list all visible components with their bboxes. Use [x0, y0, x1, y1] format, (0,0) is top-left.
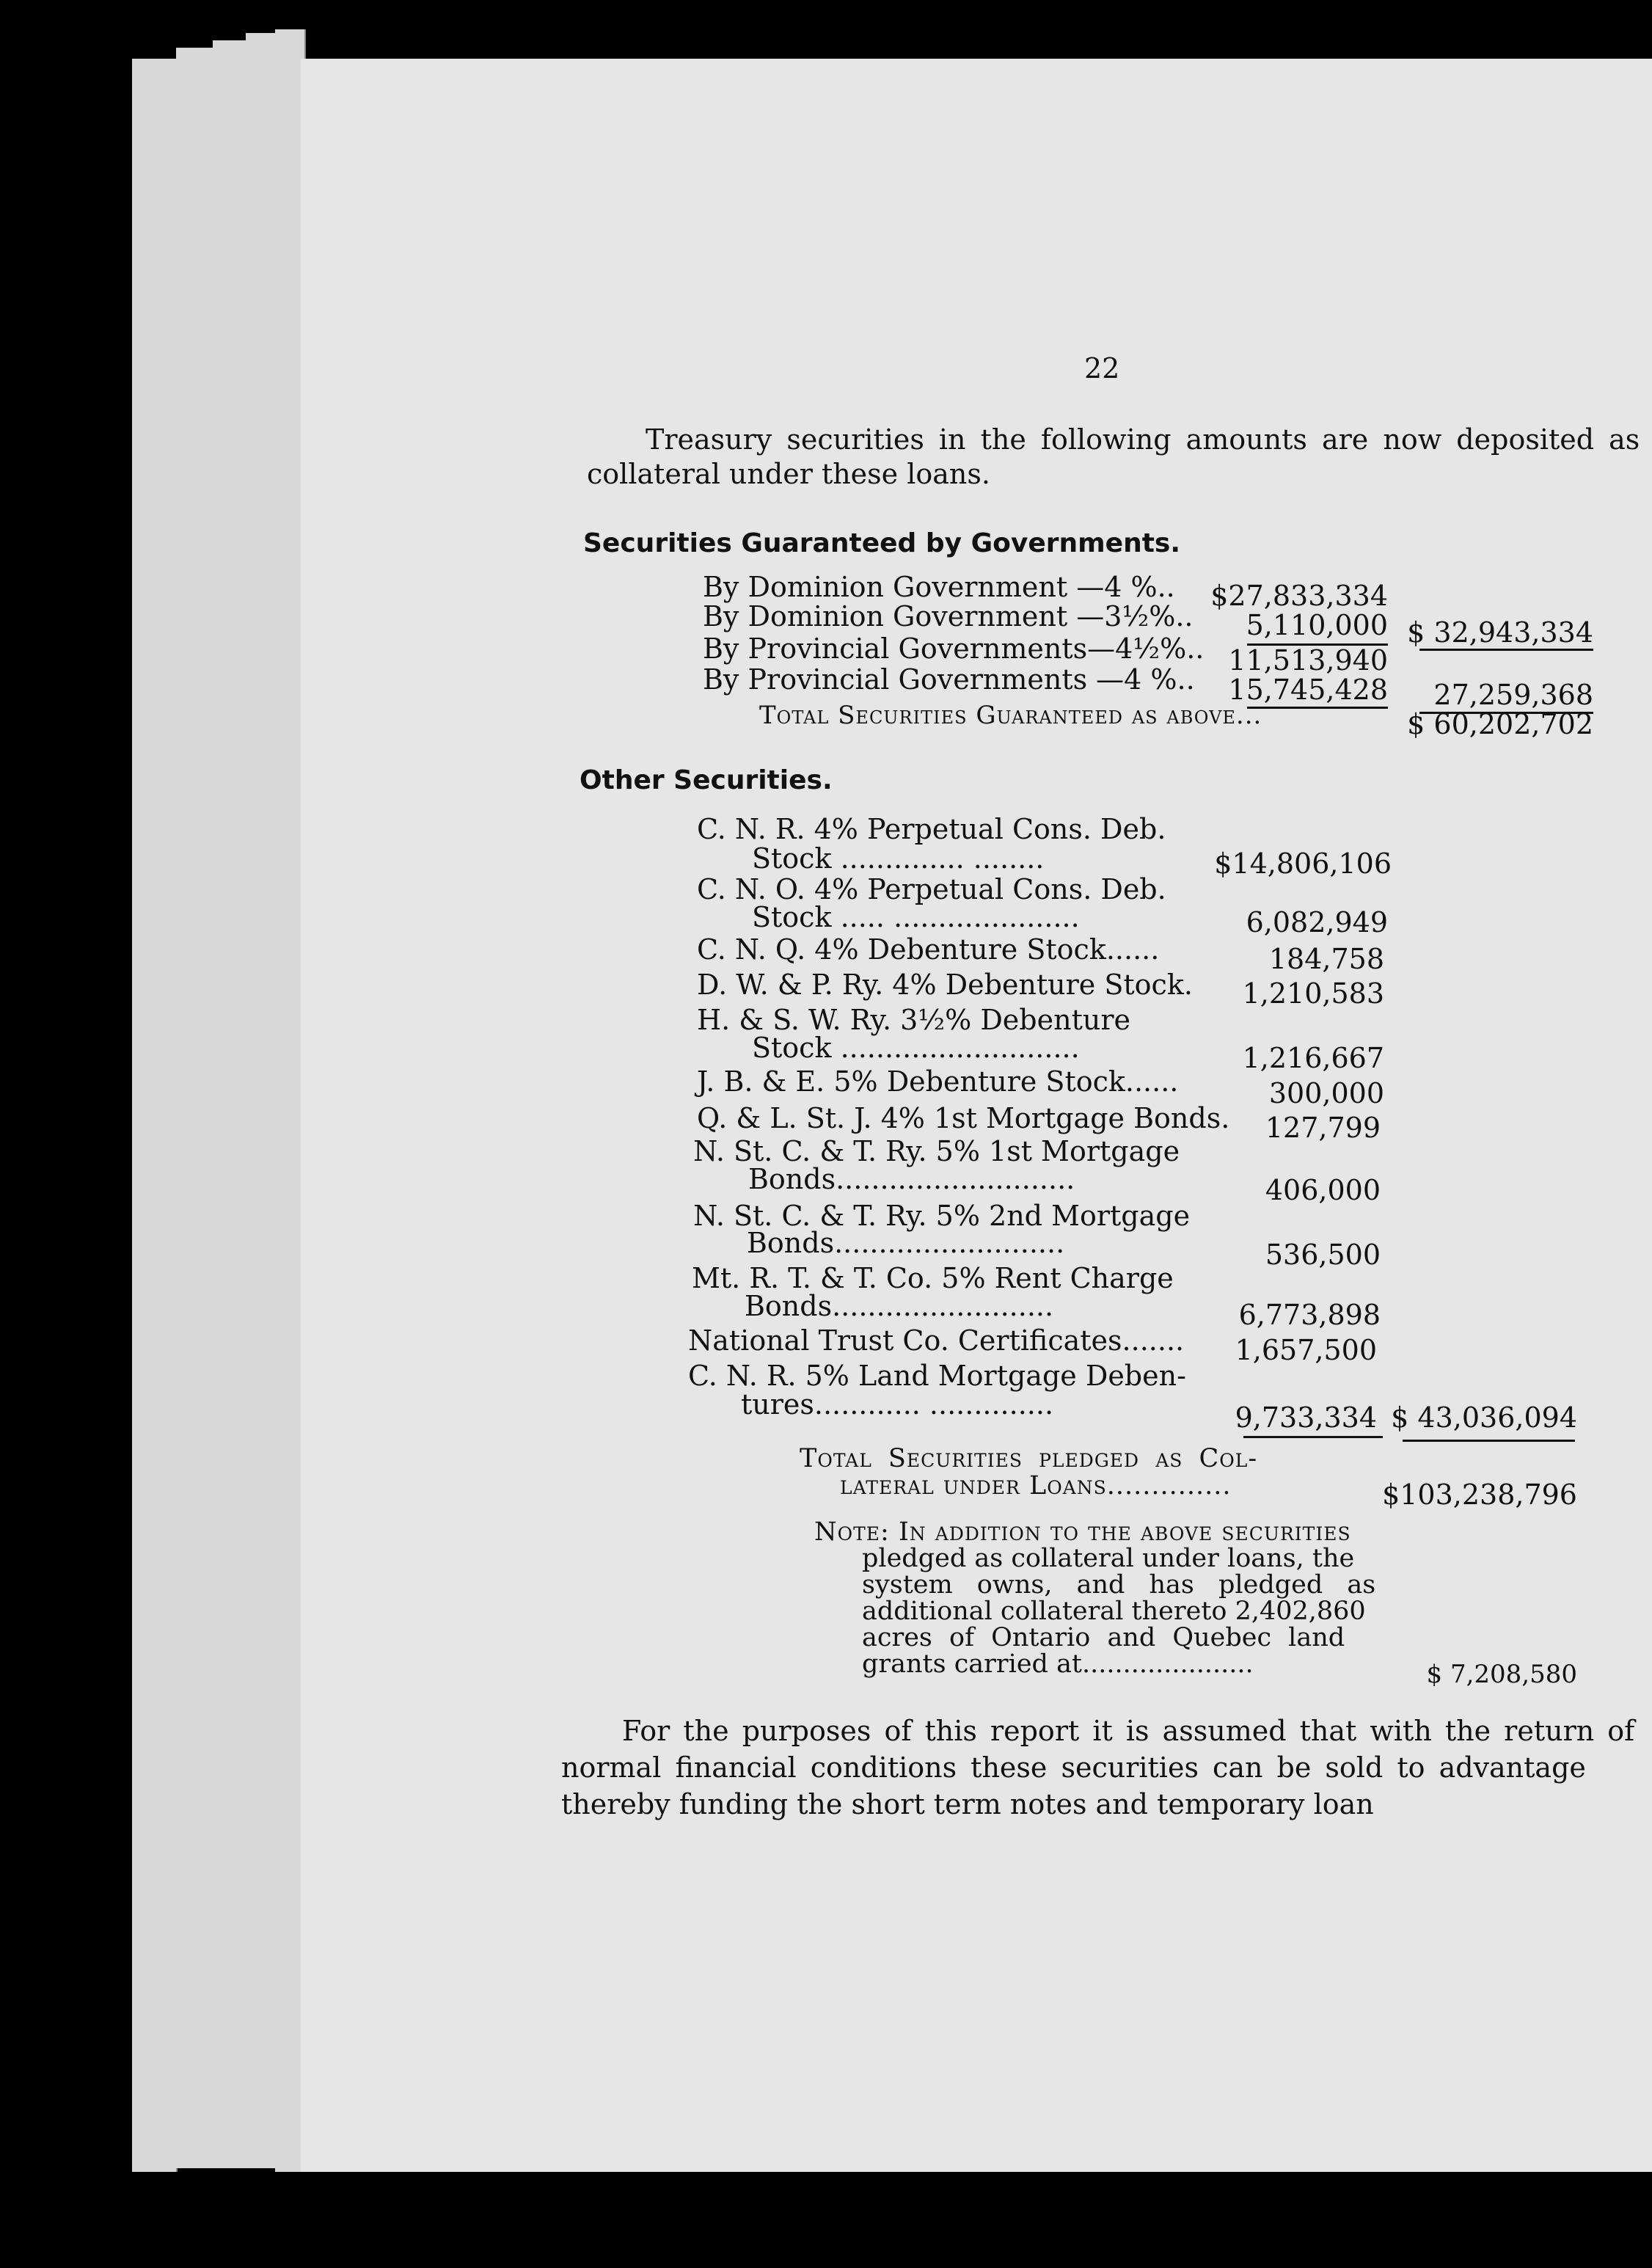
other-row-label-cont: Bonds......................... — [745, 1290, 1054, 1322]
other-row-amount: 536,500 — [1265, 1239, 1381, 1271]
other-row-amount: 6,082,949 — [1246, 906, 1388, 938]
note-line: pledged as collateral under loans, the — [862, 1544, 1355, 1573]
note-amount: $ 7,208,580 — [1426, 1660, 1577, 1689]
other-row-label-cont: Stock ..... ..................... — [752, 901, 1080, 933]
other-row-label: D. W. & P. Ry. 4% Debenture Stock. — [697, 969, 1193, 1001]
other-row-amount: 300,000 — [1268, 1077, 1384, 1109]
intro-line-2: collateral under these loans. — [587, 458, 990, 490]
other-row-label: C. N. R. 4% Perpetual Cons. Deb. — [697, 813, 1166, 845]
guaranteed-row-amount: 5,110,000 — [1246, 609, 1388, 641]
guaranteed-total-label: Total Securities Guaranteed as above... — [759, 701, 1262, 730]
section-heading-other: Other Securities. — [580, 765, 833, 795]
other-row-label: H. & S. W. Ry. 3½% Debenture — [697, 1004, 1130, 1036]
other-row-label: Mt. R. T. & T. Co. 5% Rent Charge — [692, 1262, 1174, 1294]
other-row-label: National Trust Co. Certificates....... — [688, 1324, 1185, 1357]
closing-line-3: thereby funding the short term notes and temporary loan — [561, 1788, 1374, 1820]
guaranteed-subtotal: 27,259,368 — [1433, 679, 1593, 711]
other-row-label: C. N. O. 4% Perpetual Cons. Deb. — [697, 873, 1166, 905]
closing-line-1: For the purposes of this report it is assumed that with the return of — [622, 1715, 1635, 1747]
note-line: Note: In addition to the above securities — [814, 1517, 1351, 1547]
guaranteed-row-amount: 15,745,428 — [1228, 674, 1388, 706]
other-row-amount: $14,806,106 — [1214, 847, 1392, 880]
guaranteed-row-amount: $27,833,334 — [1210, 580, 1388, 612]
guaranteed-row-label: By Dominion Government —4 %.. — [703, 571, 1175, 603]
note-line: grants carried at..................... — [862, 1649, 1254, 1679]
intro-line-1: Treasury securities in the following amounts are now deposited as — [646, 423, 1640, 456]
other-row-label: J. B. & E. 5% Debenture Stock...... — [697, 1065, 1179, 1098]
underline — [1403, 1440, 1575, 1442]
page-edge — [246, 33, 277, 2168]
page-edge — [132, 59, 178, 2172]
section-heading-guaranteed: Securities Guaranteed by Governments. — [583, 528, 1181, 558]
page-number: 22 — [1084, 352, 1120, 384]
other-total: $103,238,796 — [1382, 1478, 1577, 1511]
other-row-label-cont: Bonds.......................... — [747, 1227, 1065, 1259]
guaranteed-row-label: By Dominion Government —3½%.. — [703, 600, 1194, 632]
page-edge — [176, 48, 214, 2168]
note-line: additional collateral thereto 2,402,860 — [862, 1597, 1366, 1626]
guaranteed-subtotal: $ 32,943,334 — [1407, 616, 1593, 649]
other-total-label-1: Total Securities pledged as Col- — [800, 1444, 1258, 1473]
other-row-amount: 1,657,500 — [1235, 1334, 1377, 1366]
page-edge — [213, 40, 247, 2168]
other-row-label: C. N. Q. 4% Debenture Stock...... — [697, 933, 1160, 966]
underline — [1247, 707, 1388, 709]
other-row-label: N. St. C. & T. Ry. 5% 2nd Mortgage — [693, 1200, 1191, 1232]
guaranteed-row-label: By Provincial Governments —4 %.. — [703, 663, 1195, 696]
other-row-label-cont: tures............ .............. — [741, 1388, 1054, 1421]
guaranteed-row-label: By Provincial Governments—4½%.. — [703, 632, 1205, 665]
note-line: acres of Ontario and Quebec land — [862, 1623, 1345, 1652]
other-row-amount: 1,216,667 — [1242, 1042, 1384, 1074]
note-line: system owns, and has pledged as — [862, 1570, 1376, 1600]
other-row-label-cont: Stock ........................... — [752, 1032, 1080, 1064]
other-row-label: N. St. C. & T. Ry. 5% 1st Mortgage — [693, 1135, 1180, 1167]
other-row-label: Q. & L. St. J. 4% 1st Mortgage Bonds. — [697, 1102, 1230, 1134]
other-total-label-2: lateral under Loans.............. — [840, 1471, 1232, 1501]
guaranteed-total: $ 60,202,702 — [1407, 708, 1593, 740]
other-row-amount: 184,758 — [1268, 943, 1384, 975]
guaranteed-row-amount: 11,513,940 — [1228, 644, 1388, 677]
other-row-label: C. N. R. 5% Land Mortgage Deben- — [688, 1360, 1186, 1392]
other-row-label-cont: Bonds........................... — [748, 1163, 1075, 1195]
other-row-amount: 6,773,898 — [1238, 1299, 1381, 1331]
other-subtotal: $ 43,036,094 — [1391, 1401, 1577, 1434]
underline — [1243, 1436, 1383, 1438]
closing-line-2: normal financial conditions these securities can be sold to advantage — [561, 1751, 1586, 1784]
underline — [1419, 649, 1593, 651]
other-row-amount: 9,733,334 — [1235, 1401, 1377, 1434]
other-row-amount: 1,210,583 — [1242, 977, 1384, 1010]
other-row-label-cont: Stock .............. ........ — [752, 842, 1045, 875]
other-row-amount: 127,799 — [1265, 1112, 1381, 1144]
other-row-amount: 406,000 — [1265, 1174, 1381, 1206]
